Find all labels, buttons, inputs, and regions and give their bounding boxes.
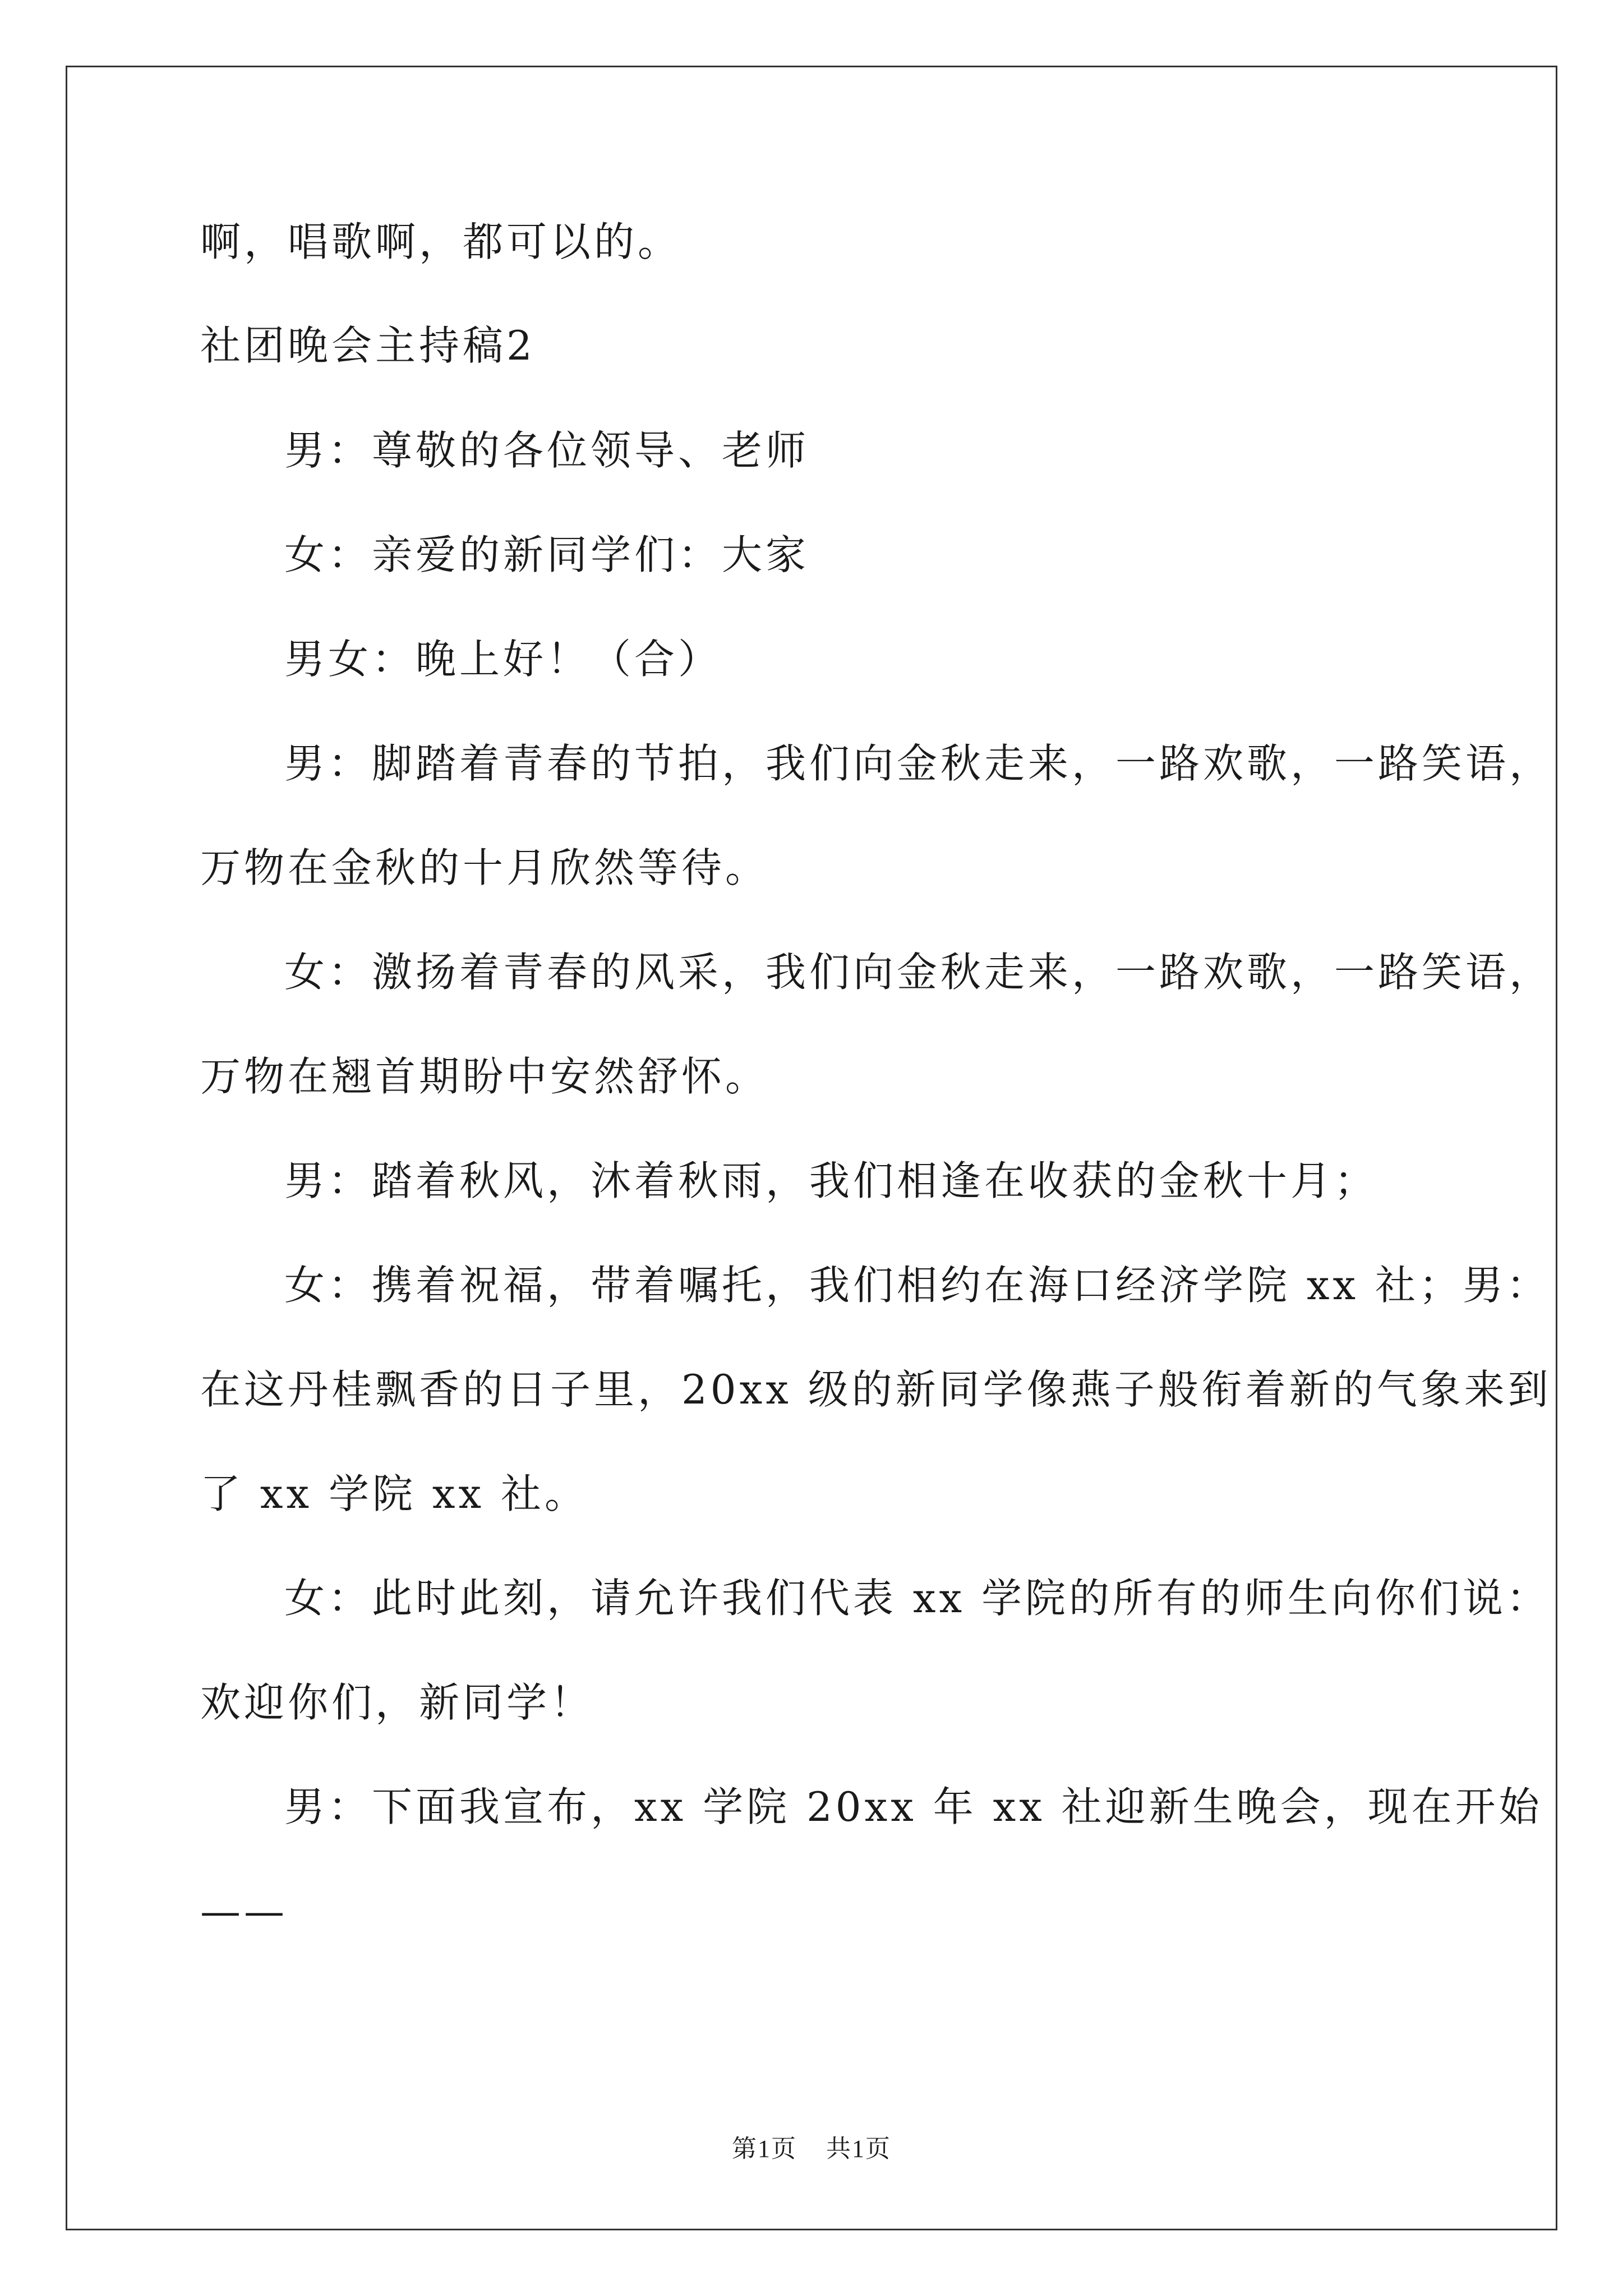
page-border [66,66,1557,2230]
text-line: 女：携着祝福，带着嘱托，我们相约在海口经济学院 xx 社；男： [284,1262,1550,1309]
text-line: 了 xx 学院 xx 社。 [200,1470,588,1517]
text-line: 男：踏着秋风，沐着秋雨，我们相逢在收获的金秋十月； [284,1157,1378,1204]
text-line: 在这丹桂飘香的日子里，20xx 级的新同学像燕子般衔着新的气象来到 [200,1366,1552,1413]
text-line: —— [200,1888,288,1935]
page-footer [0,2128,1623,2164]
text-line: 女：亲爱的新同学们：大家 [284,531,810,578]
text-line: 男女：晚上好！（合） [284,636,722,683]
page-number: 第1页 [732,2135,797,2162]
text-line: 万物在金秋的十月欣然等待。 [200,844,769,891]
section-title: 社团晚会主持稿2 [200,322,536,369]
text-line: 啊，唱歌啊，都可以的。 [200,218,682,265]
text-line: 男：尊敬的各位领导、老师 [284,427,810,474]
text-line: 男：下面我宣布，xx 学院 20xx 年 xx 社迎新生晚会，现在开始 [284,1783,1543,1830]
text-line: 男：脚踏着青春的节拍，我们向金秋走来，一路欢歌，一路笑语， [284,740,1553,787]
page-total: 共1页 [826,2135,891,2162]
text-line: 欢迎你们，新同学！ [200,1679,594,1726]
text-line: 女：此时此刻，请允许我们代表 xx 学院的所有的师生向你们说： [284,1575,1550,1622]
text-line: 女：激扬着青春的风采，我们向金秋走来，一路欢歌，一路笑语， [284,949,1553,996]
text-line: 万物在翘首期盼中安然舒怀。 [200,1053,769,1100]
